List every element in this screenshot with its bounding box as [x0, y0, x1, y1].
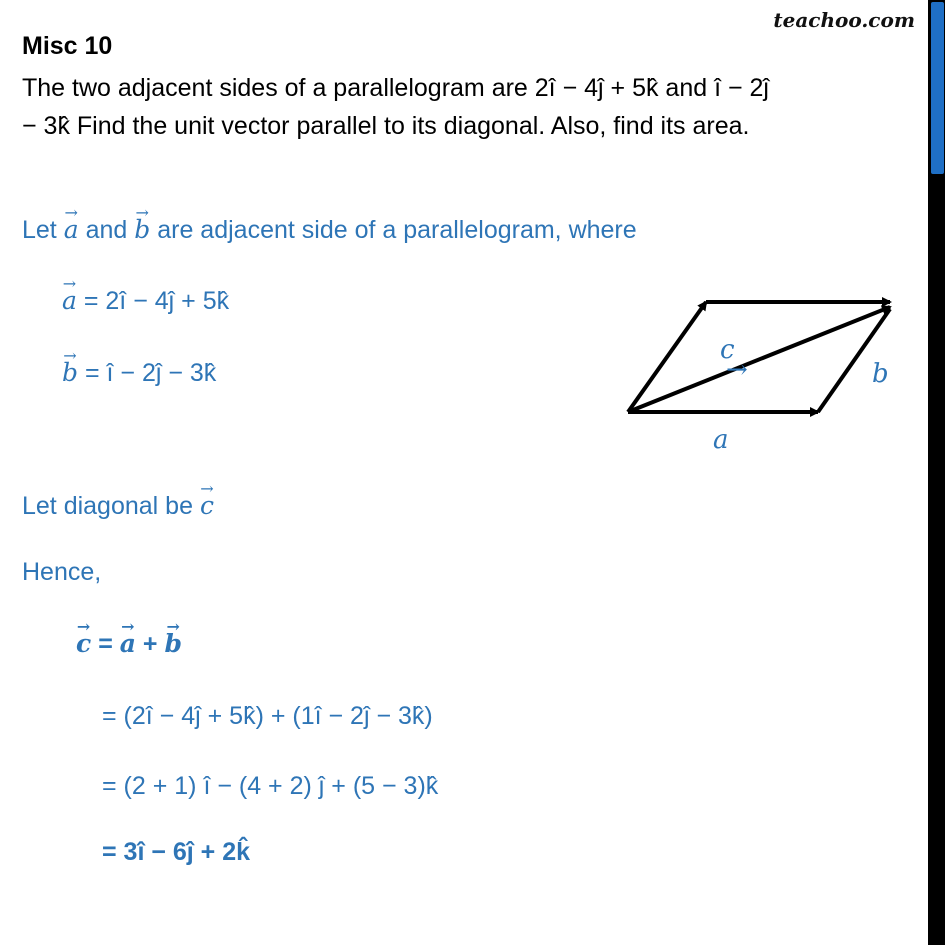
hence-label: Hence, — [22, 558, 102, 586]
vector-a: a → — [120, 628, 136, 660]
vector-c: c → — [76, 628, 91, 660]
b-definition — [62, 357, 216, 389]
step-1: = (2î − 4ĵ + 5k̂) + (1î − 2ĵ − 3k̂) — [102, 702, 433, 730]
step-2: = (2 + 1) î − (4 + 2) ĵ + (5 − 3)k̂ — [102, 772, 439, 800]
scrollbar-thumb[interactable] — [931, 2, 944, 174]
vector-b: b → — [62, 357, 78, 389]
solution-intro — [22, 214, 637, 246]
intro-rest: are adjacent side of a parallelogram, where — [157, 216, 637, 244]
vector-a: a → — [62, 285, 77, 317]
intro-let: Let — [22, 216, 57, 244]
brand-logo: teachoo.com — [773, 8, 915, 32]
label-c-arrow: → — [726, 355, 748, 385]
diagonal-text: Let diagonal be — [22, 492, 193, 520]
a-definition-value: = 2î − 4ĵ + 5k̂ — [83, 287, 230, 315]
question-text-line-1: The two adjacent sides of a parallelogram are 2î − 4ĵ + 5k̂ and î − 2ĵ — [22, 74, 769, 102]
b-definition-value: = î − 2ĵ − 3k̂ — [84, 359, 217, 387]
c-equation — [76, 628, 182, 660]
vector-c: c → — [200, 490, 214, 522]
a-definition — [62, 285, 229, 317]
vector-b: b → — [164, 628, 181, 660]
intro-and: and — [85, 216, 128, 244]
vector-b: b → — [134, 214, 150, 246]
equals-sign: = — [98, 630, 113, 658]
vector-a: a → — [64, 214, 79, 246]
plus-sign: + — [142, 630, 158, 658]
result: = 3î − 6ĵ + 2k̂ — [102, 838, 251, 866]
question-title: Misc 10 — [22, 32, 113, 60]
label-b: b — [872, 359, 889, 389]
diagonal-statement — [22, 490, 214, 522]
label-c: c — [720, 335, 735, 365]
question-text-line-2: − 3k̂ Find the unit vector parallel to its diagonal. Also, find its area. — [22, 112, 750, 140]
parallelogram-diagram — [618, 285, 908, 455]
label-a: a — [713, 425, 729, 455]
